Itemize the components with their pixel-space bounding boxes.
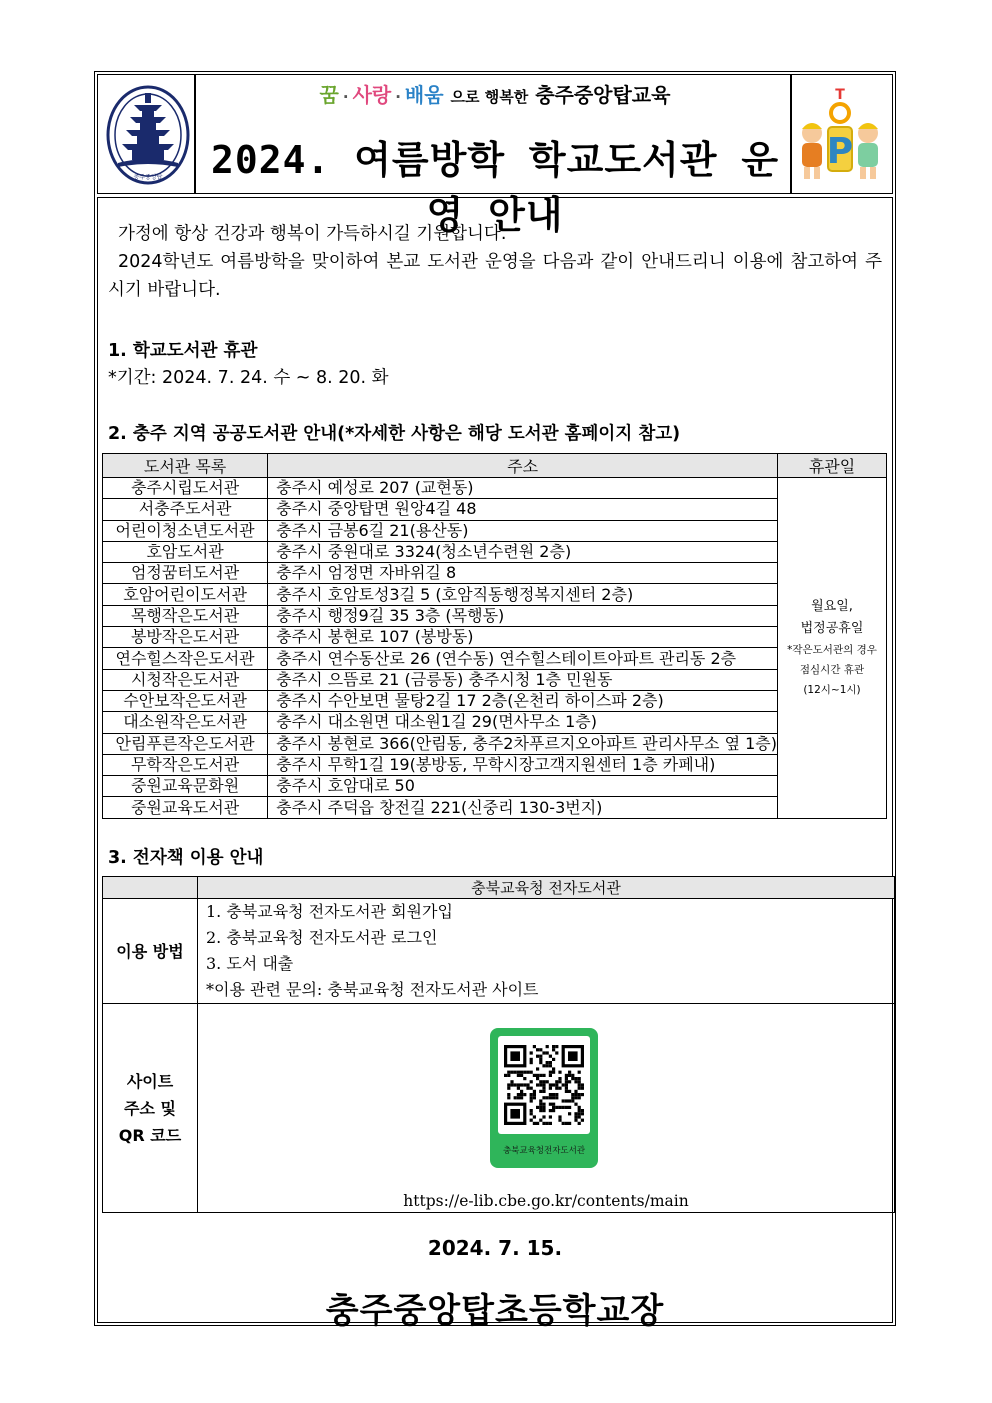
slogan-middle: 으로 행복한 <box>450 88 529 106</box>
qr-cell <box>198 1004 895 1213</box>
slogan-word-dream: 꿈 <box>319 83 339 107</box>
svg-text:P: P <box>826 131 854 172</box>
library-address: 충주시 행정9길 35 3층 (목행동) <box>268 605 778 626</box>
col-header-address: 주소 <box>268 454 778 478</box>
section-2-title: 2. 충주 지역 공공도서관 안내(*자세한 사항은 해당 도서관 홈페이지 참고) <box>108 424 681 444</box>
intro-line-1: 가정에 항상 건강과 행복이 가득하시길 기원합니다. <box>118 224 507 244</box>
library-address: 충주시 봉현로 107 (봉방동) <box>268 627 778 648</box>
library-name: 중원교육도서관 <box>103 797 268 818</box>
table-row <box>103 563 887 584</box>
ebook-table <box>102 876 895 1213</box>
library-name: 안림푸른작은도서관 <box>103 733 268 754</box>
slogan-word-learn: 배움 <box>404 83 444 107</box>
closed-note: (12시~1시) <box>803 683 861 696</box>
closure-period: *기간: 2024. 7. 24. 수 ~ 8. 20. 화 <box>108 368 389 388</box>
section-1-title: 1. 학교도서관 휴관 <box>108 341 258 361</box>
step-item: 1. 충북교육청 전자도서관 회원가입 <box>206 902 453 921</box>
library-name: 엄정꿈터도서관 <box>103 563 268 584</box>
svg-text:T: T <box>835 87 845 103</box>
library-name: 목행작은도서관 <box>103 605 268 626</box>
site-label-line: QR 코드 <box>118 1125 182 1145</box>
table-row <box>103 627 887 648</box>
site-label <box>103 1004 198 1213</box>
library-table <box>102 453 887 819</box>
top-mascot-icon <box>792 81 888 189</box>
library-address: 충주시 예성로 207 (교현동) <box>268 478 778 499</box>
library-name: 어린이청소년도서관 <box>103 520 268 541</box>
ebook-header: 충북교육청 전자도서관 <box>198 877 895 899</box>
library-name: 연수힐스작은도서관 <box>103 648 268 669</box>
library-name: 무학작은도서관 <box>103 754 268 775</box>
table-row <box>103 733 887 754</box>
library-address: 충주시 으뜸로 21 (금릉동) 충주시청 1층 민원동 <box>268 669 778 690</box>
col-header-closed: 휴관일 <box>778 454 887 478</box>
library-name: 대소원작은도서관 <box>103 712 268 733</box>
library-name: 시청작은도서관 <box>103 669 268 690</box>
logo-text: 충주중앙탑 <box>133 174 163 181</box>
table-row <box>103 605 887 626</box>
closed-days-cell <box>778 478 887 819</box>
library-address: 충주시 엄정면 자바위길 8 <box>268 563 778 584</box>
library-address: 충주시 수안보면 물탕2길 17 2층(온천리 하이스파 2층) <box>268 690 778 711</box>
page-title: 2024. 여름방학 학교도서관 운영 안내 <box>210 138 780 237</box>
table-row <box>103 754 887 775</box>
ebook-header-blank <box>103 877 198 899</box>
slogan <box>198 79 792 108</box>
site-label-line: 주소 및 <box>124 1098 176 1118</box>
library-name: 수안보작은도서관 <box>103 690 268 711</box>
slogan-dot: · <box>395 88 401 106</box>
site-url-link[interactable]: https://e-lib.cbe.go.kr/contents/main <box>403 1192 689 1210</box>
library-name: 호암도서관 <box>103 541 268 562</box>
signature: 충주중앙탑초등학교장 <box>325 1291 665 1331</box>
method-steps <box>198 899 895 1004</box>
slogan-school: 충주중앙탑교육 <box>535 83 671 107</box>
slogan-dot: · <box>342 88 349 106</box>
library-address: 충주시 호암대로 50 <box>268 776 778 797</box>
library-address: 충주시 중원대로 3324(청소년수련원 2층) <box>268 541 778 562</box>
pagoda-emblem-icon <box>104 81 192 189</box>
table-row <box>103 712 887 733</box>
table-row <box>103 584 887 605</box>
section-3-title: 3. 전자책 이용 안내 <box>108 848 264 868</box>
table-row <box>103 690 887 711</box>
col-header-library: 도서관 목록 <box>103 454 268 478</box>
table-row <box>103 669 887 690</box>
table-row <box>103 478 887 499</box>
library-address: 충주시 연수동산로 26 (연수동) 연수힐스테이트아파트 관리동 2층 <box>268 648 778 669</box>
site-label-line: 사이트 <box>126 1071 174 1091</box>
closed-note: 점심시간 휴관 <box>799 663 865 676</box>
closed-note: *작은도서관의 경우 <box>787 643 877 656</box>
table-row <box>103 648 887 669</box>
intro-line-2: 2024학년도 여름방학을 맞이하여 본교 도서관 운영을 다음과 같이 안내드리니 이용에 참고하여 주시기 바랍니다. <box>108 252 882 300</box>
content-box <box>97 197 893 1331</box>
library-name: 서충주도서관 <box>103 499 268 520</box>
table-row <box>103 541 887 562</box>
table-row <box>103 797 887 818</box>
library-address: 충주시 호암토성3길 5 (호암직동행정복지센터 2층) <box>268 584 778 605</box>
table-row <box>103 776 887 797</box>
qr-code-icon <box>504 1045 584 1125</box>
qr-caption: 충북교육청전자도서관 <box>502 1146 586 1156</box>
slogan-word-love: 사랑 <box>352 83 392 107</box>
library-address: 충주시 무학1길 19(봉방동, 무학시장고객지원센터 1층 카페내) <box>268 754 778 775</box>
closed-days-text: 월요일, <box>811 598 853 614</box>
library-name: 충주시립도서관 <box>103 478 268 499</box>
method-label: 이용 방법 <box>103 899 198 1004</box>
library-name: 중원교육문화원 <box>103 776 268 797</box>
library-address: 충주시 대소원면 대소원1길 29(면사무소 1층) <box>268 712 778 733</box>
step-item: 2. 충북교육청 전자도서관 로그인 <box>206 928 438 947</box>
library-name: 봉방작은도서관 <box>103 627 268 648</box>
library-address: 충주시 중앙탑면 원앙4길 48 <box>268 499 778 520</box>
step-item: 3. 도서 대출 <box>206 954 294 973</box>
library-name: 호암어린이도서관 <box>103 584 268 605</box>
step-note: *이용 관련 문의: 충북교육청 전자도서관 사이트 <box>206 980 539 999</box>
closed-days-text: 법정공휴일 <box>800 620 864 636</box>
divider-left <box>194 75 196 193</box>
document-date: 2024. 7. 15. <box>427 1236 563 1260</box>
table-row <box>103 520 887 541</box>
library-address: 충주시 주덕읍 창전길 221(신중리 130-3번지) <box>268 797 778 818</box>
qr-card[interactable] <box>490 1028 598 1168</box>
library-address: 충주시 금봉6길 21(용산동) <box>268 520 778 541</box>
table-row <box>103 499 887 520</box>
library-address: 충주시 봉현로 366(안림동, 충주2차푸르지오아파트 관리사무소 옆 1층) <box>268 733 778 754</box>
